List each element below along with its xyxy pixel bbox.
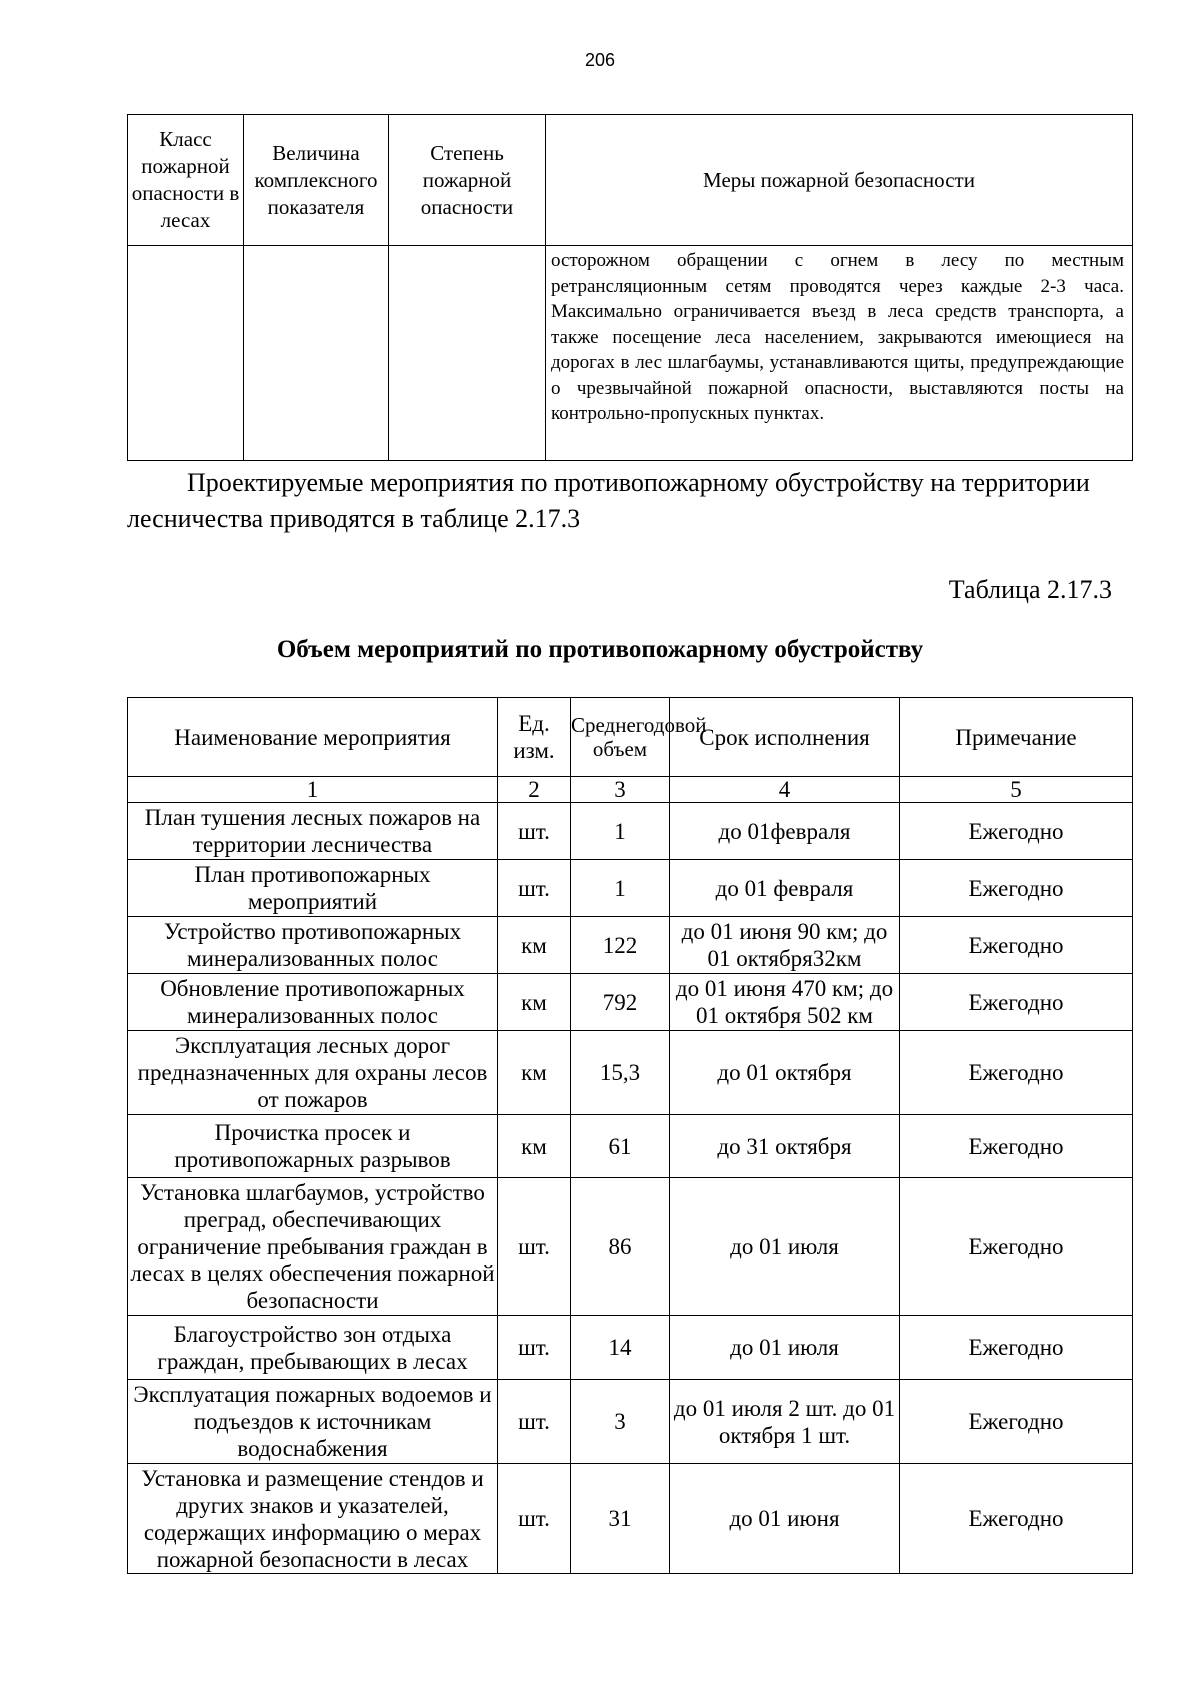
column-number: 4 [670, 777, 900, 803]
measure-volume: 86 [571, 1178, 670, 1316]
measure-unit: шт. [498, 1464, 571, 1574]
page-number: 206 [584, 50, 616, 70]
header-safety-measures: Меры пожарной безопасности [546, 115, 1133, 246]
measure-name: План тушения лесных пожаров на территории лесничества [128, 803, 498, 860]
table-header-row [128, 698, 1133, 777]
measure-volume: 122 [571, 917, 670, 974]
measure-volume: 14 [571, 1316, 670, 1380]
measure-unit: шт. [498, 1380, 571, 1464]
measure-deadline: до 01 июля [670, 1316, 900, 1380]
header-deadline: Срок исполнения [670, 698, 900, 777]
measure-unit: шт. [498, 1316, 571, 1380]
measure-volume: 3 [571, 1380, 670, 1464]
measure-volume: 15,3 [571, 1031, 670, 1115]
cell-fire-class [128, 246, 244, 461]
intro-paragraph: Проектируемые мероприятия по противопожарному обустройству на территории лесничества приводятся в таблице 2.17.3 [127, 468, 1090, 533]
measure-deadline: до 01 июня [670, 1464, 900, 1574]
column-number: 5 [900, 777, 1133, 803]
fire-danger-measures-table [127, 114, 1133, 461]
measure-deadline: до 01 июля 2 шт. до 01 октября 1 шт. [670, 1380, 900, 1464]
measure-volume: 792 [571, 974, 670, 1031]
cell-index-value [244, 246, 389, 461]
header-measure-name: Наименование мероприятия [128, 698, 498, 777]
measure-note: Ежегодно [900, 1031, 1133, 1115]
column-number: 3 [571, 777, 670, 803]
measure-unit: км [498, 1031, 571, 1115]
measure-deadline: до 01 октября [670, 1031, 900, 1115]
measure-name: Установка шлагбаумов, устройство преград, обеспечивающих ограничение пребывания граждан в лесах в целях обеспечения пожарной безопасности [128, 1178, 498, 1316]
measure-unit: км [498, 974, 571, 1031]
safety-measures-text: осторожном обращении с огнем в лесу по местным ретрансляционным сетям проводятся через каждые 2-3 часа. Максимально ограничивается въезд в леса средств транспорта, а также посещение леса населением, закрываются имеющиеся на дорогах в лес шлагбаумы, устанавливаются щиты, предупреждающие о чрезвычайной пожарной опасности, выставляются посты на контрольно-пропускных пунктах. [551, 250, 1124, 424]
measure-deadline: до 01 июля [670, 1178, 900, 1316]
header-index-value: Величина комплексного показателя [244, 115, 389, 246]
measure-note: Ежегодно [900, 803, 1133, 860]
measure-note: Ежегодно [900, 1380, 1133, 1464]
column-number: 2 [498, 777, 571, 803]
table-row [128, 974, 1133, 1031]
measure-volume: 31 [571, 1464, 670, 1574]
measure-name: Обновление противопожарных минерализованных полос [128, 974, 498, 1031]
table-title: Объем мероприятий по противопожарному обустройству [276, 636, 924, 663]
table-row [128, 1316, 1133, 1380]
table-row [128, 860, 1133, 917]
header-danger-degree: Степень пожарной опасности [389, 115, 546, 246]
measure-name: Эксплуатация пожарных водоемов и подъездов к источникам водоснабжения [128, 1380, 498, 1464]
measure-volume: 1 [571, 803, 670, 860]
measure-volume: 1 [571, 860, 670, 917]
header-note: Примечание [900, 698, 1133, 777]
fire-prevention-volume-table [127, 697, 1133, 1574]
table-body [128, 777, 1133, 1574]
table-header-row [128, 115, 1133, 246]
measure-deadline: до 01 февраля [670, 860, 900, 917]
header-unit: Ед. изм. [498, 698, 571, 777]
table-caption: Таблица 2.17.3 [948, 575, 1112, 604]
table-row [128, 1464, 1133, 1574]
measure-deadline: до 31 октября [670, 1115, 900, 1178]
header-fire-class: Класс пожарной опасности в лесах [128, 115, 244, 246]
measure-unit: шт. [498, 803, 571, 860]
measure-name: План противопожарных мероприятий [128, 860, 498, 917]
header-annual-volume: Среднегодовой объем [571, 698, 670, 777]
measure-unit: шт. [498, 860, 571, 917]
table-row [128, 1031, 1133, 1115]
table-row [128, 1178, 1133, 1316]
measure-name: Прочистка просек и противопожарных разрывов [128, 1115, 498, 1178]
measure-note: Ежегодно [900, 917, 1133, 974]
cell-safety-measures [546, 246, 1133, 461]
measure-note: Ежегодно [900, 1464, 1133, 1574]
measure-note: Ежегодно [900, 1178, 1133, 1316]
measure-note: Ежегодно [900, 974, 1133, 1031]
measure-note: Ежегодно [900, 860, 1133, 917]
measure-deadline: до 01 июня 470 км; до 01 октября 502 км [670, 974, 900, 1031]
measure-name: Благоустройство зон отдыха граждан, пребывающих в лесах [128, 1316, 498, 1380]
table-row [128, 917, 1133, 974]
table-row [128, 246, 1133, 461]
measure-note: Ежегодно [900, 1115, 1133, 1178]
measure-unit: км [498, 1115, 571, 1178]
measure-volume: 61 [571, 1115, 670, 1178]
table-row [128, 1380, 1133, 1464]
measure-deadline: до 01 июня 90 км; до 01 октября32км [670, 917, 900, 974]
measure-unit: км [498, 917, 571, 974]
measure-deadline: до 01февраля [670, 803, 900, 860]
column-number: 1 [128, 777, 498, 803]
table-row [128, 803, 1133, 860]
measure-note: Ежегодно [900, 1316, 1133, 1380]
measure-name: Установка и размещение стендов и других знаков и указателей, содержащих информацию о мерах пожарной безопасности в лесах [128, 1464, 498, 1574]
table-row [128, 1115, 1133, 1178]
cell-danger-degree [389, 246, 546, 461]
measure-name: Устройство противопожарных минерализованных полос [128, 917, 498, 974]
measure-name: Эксплуатация лесных дорог предназначенных для охраны лесов от пожаров [128, 1031, 498, 1115]
measure-unit: шт. [498, 1178, 571, 1316]
column-number-row [128, 777, 1133, 803]
